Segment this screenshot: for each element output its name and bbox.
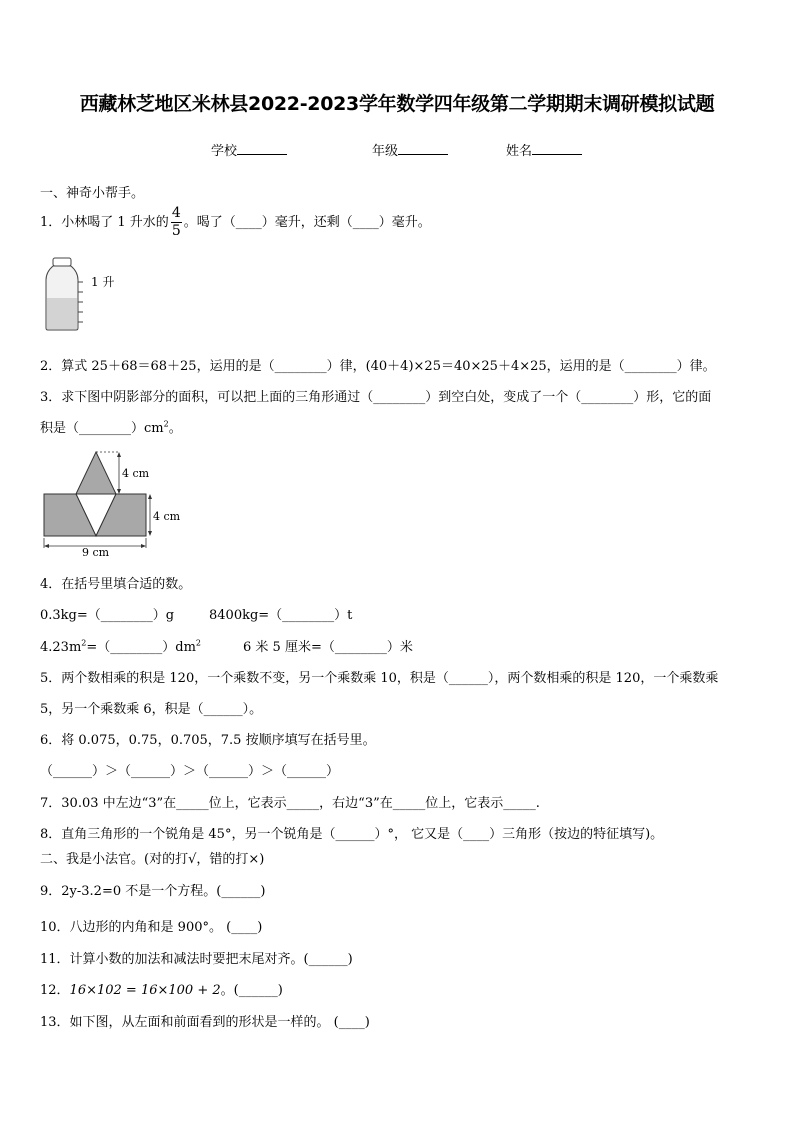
question-9: 9．2y-3.2=0 不是一个方程。(______)	[40, 884, 266, 899]
q3-end: 。	[168, 421, 182, 436]
question-11: 11．计算小数的加法和减法时要把末尾对齐。(______)	[40, 952, 353, 967]
grade-label: 年级	[372, 144, 399, 159]
section-2-heading: 二、我是小法官。(对的打√，错的打×)	[40, 852, 265, 867]
question-1	[40, 205, 431, 240]
q4c-sup2: 2	[195, 638, 202, 648]
q4-item-d: 6 米 5 厘米=（________）米	[243, 640, 413, 655]
question-6: 6．将 0.075，0.75，0.705，7.5 按顺序填写在括号里。	[40, 733, 376, 748]
q4-item-b: 8400kg=（________）t	[209, 608, 353, 623]
name-field	[506, 140, 582, 159]
fraction-denominator: 5	[171, 223, 181, 239]
bottle-label: 1 升	[91, 275, 115, 289]
width-label: 9 cm	[82, 546, 110, 558]
question-2: 2．算式 25＋68＝68＋25，运用的是（________）律，(40＋4)×25＝40×25＋4×25，运用的是（________）律。	[40, 359, 716, 374]
q4c-pre: 4.23m	[40, 640, 82, 655]
q4c-mid: =（________）dm	[86, 640, 196, 655]
school-field	[211, 140, 287, 159]
grade-field	[372, 140, 448, 159]
q3-sup: 2	[163, 419, 169, 429]
q1-post: 。喝了（____）毫升，还剩（____）毫升。	[183, 215, 431, 230]
q12-answer: 。(______)	[220, 983, 283, 998]
name-label: 姓名	[506, 144, 533, 159]
question-10: 10．八边形的内角和是 900°。 (____)	[40, 920, 263, 935]
grade-blank[interactable]	[398, 142, 448, 155]
question-4: 4．在括号里填合适的数。	[40, 577, 192, 592]
q4c-sup: 2	[81, 638, 87, 648]
question-3-line-2	[40, 417, 182, 436]
triangle-height-label: 4 cm	[122, 467, 150, 480]
q6-blanks: （______）＞（______）＞（______）＞（______）	[40, 764, 340, 779]
question-5-line-2: 5，另一个乘数乘 6，积是（______）。	[40, 702, 263, 717]
question-3-line-1: 3．求下图中阴影部分的面积，可以把上面的三角形通过（________）到空白处，变成了一个（________）形，它的面	[40, 390, 712, 405]
question-5-line-1: 5．两个数相乘的积是 120，一个乘数不变，另一个乘数乘 10，积是（______），两个数相乘的积是 120，一个乘数乘	[40, 671, 719, 686]
fraction	[171, 205, 182, 240]
name-blank[interactable]	[532, 142, 582, 155]
question-7: 7．30.03 中左边“3”在_____位上，它表示_____，右边“3”在_____位上，它表示_____.	[40, 796, 540, 811]
bottle-figure	[44, 256, 134, 332]
q12-number: 12．	[40, 983, 70, 998]
q4-item-c	[40, 636, 201, 655]
q12-equation: 16×102 = 16×100 + 2	[69, 983, 221, 998]
section-1-heading: 一、神奇小帮手。	[40, 186, 145, 201]
q3-area-text: 积是（________）cm	[40, 421, 164, 436]
school-blank[interactable]	[237, 142, 287, 155]
q4-item-a: 0.3kg=（________）g	[40, 608, 175, 623]
rectangle-height-label: 4 cm	[153, 510, 181, 523]
question-12	[40, 979, 283, 998]
school-label: 学校	[211, 144, 238, 159]
question-13: 13．如下图，从左面和前面看到的形状是一样的。 (____)	[40, 1015, 370, 1030]
question-8: 8．直角三角形的一个锐角是 45°，另一个锐角是（______）°， 它又是（____）三角形（按边的特征填写)。	[40, 827, 664, 842]
page-title: 西藏林芝地区米林县2022-2023学年数学四年级第二学期期末调研模拟试题	[79, 93, 715, 115]
fraction-numerator: 4	[171, 205, 181, 221]
q1-pre: 1．小林喝了 1 升水的	[40, 215, 169, 230]
shaded-area-figure	[40, 448, 190, 558]
